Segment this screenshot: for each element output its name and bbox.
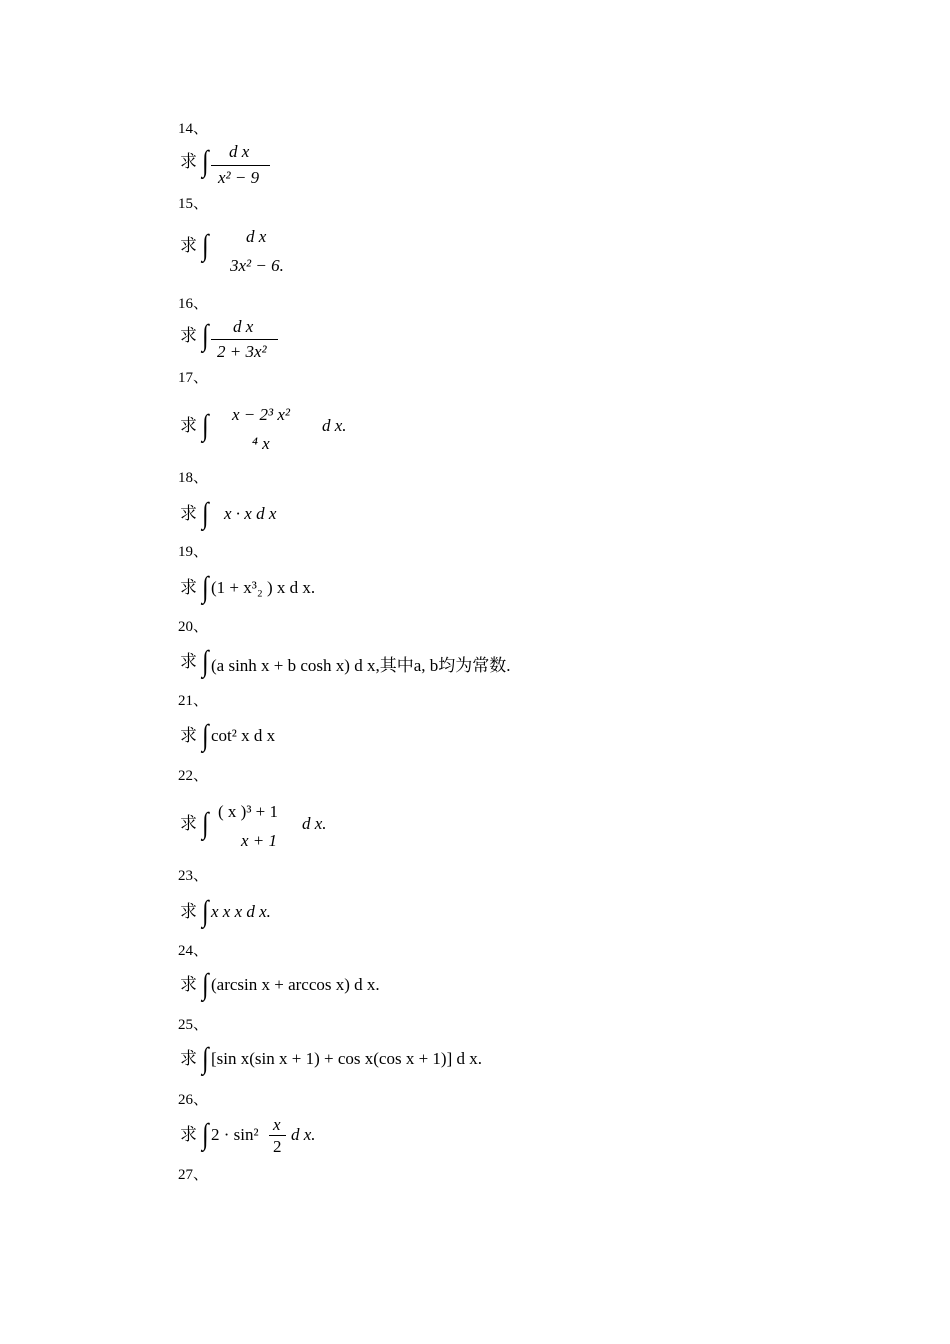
expression: x · x d x xyxy=(224,504,277,523)
expression: cot² x d x xyxy=(211,726,276,745)
integral-sign-icon: ∫ xyxy=(202,719,209,752)
problem-number: 23、 xyxy=(178,868,209,884)
fraction-bar xyxy=(211,165,270,166)
problem-14 xyxy=(180,145,210,178)
expression: x x x d x. xyxy=(211,902,271,921)
problem-prefix: 求 xyxy=(180,236,197,256)
tail: d x. xyxy=(322,416,347,435)
integral-sign-icon: ∫ xyxy=(202,895,209,928)
integral-sign-icon: ∫ xyxy=(202,409,209,442)
integral-sign-icon: ∫ xyxy=(202,571,209,604)
integral-sign-icon: ∫ xyxy=(202,319,209,352)
problem-prefix: 求 xyxy=(180,814,197,834)
problem-number: 21、 xyxy=(178,693,209,709)
numerator: ( x )³ + 1 xyxy=(218,802,279,821)
problem-number: 26、 xyxy=(178,1092,209,1108)
problem-prefix: 求 xyxy=(180,326,197,346)
problem-number: 18、 xyxy=(178,470,209,486)
problem-prefix: 求 xyxy=(180,975,197,995)
problem-prefix: 求 xyxy=(180,1049,197,1069)
denominator: 3x² − 6. xyxy=(230,256,284,275)
denominator: x² − 9 xyxy=(218,168,260,187)
integral-sign-icon: ∫ xyxy=(202,645,209,678)
numerator: d x xyxy=(229,142,250,161)
problem-25 xyxy=(180,1042,210,1075)
problem-number: 24、 xyxy=(178,943,209,959)
integral-sign-icon: ∫ xyxy=(202,1042,209,1075)
problem-number: 15、 xyxy=(178,196,209,212)
numerator: x − 2³ x² xyxy=(232,405,291,424)
expression: (arcsin x + arccos x) d x. xyxy=(211,975,380,994)
problem-number: 19、 xyxy=(178,544,209,560)
problem-number: 20、 xyxy=(178,619,209,635)
integral-sign-icon: ∫ xyxy=(202,968,209,1001)
fraction-bar xyxy=(211,339,278,340)
expression: (1 + x³₂ ) x d x. xyxy=(211,578,316,597)
problem-number: 14、 xyxy=(178,121,209,137)
problem-prefix: 求 xyxy=(180,578,197,598)
numerator: d x xyxy=(246,227,267,246)
problem-number: 25、 xyxy=(178,1017,209,1033)
problem-prefix: 求 xyxy=(180,504,197,524)
expression: [sin x(sin x + 1) + cos x(cos x + 1)] d x. xyxy=(211,1049,482,1068)
problem-prefix: 求 xyxy=(180,652,197,672)
problem-18 xyxy=(180,497,210,530)
problem-20 xyxy=(180,645,210,678)
problem-22 xyxy=(180,807,210,840)
problem-15 xyxy=(180,229,210,262)
problem-prefix: 求 xyxy=(180,726,197,746)
expression-start: 2 · sin² xyxy=(211,1125,259,1144)
problem-number: 17、 xyxy=(178,370,209,386)
numerator: d x xyxy=(233,317,254,336)
problem-number: 16、 xyxy=(178,296,209,312)
fraction-numerator: x xyxy=(273,1115,281,1134)
problem-17 xyxy=(180,409,210,442)
tail: d x. xyxy=(302,814,327,833)
integral-sign-icon: ∫ xyxy=(202,807,209,840)
denominator: 2 + 3x² xyxy=(217,342,267,361)
integral-sign-icon: ∫ xyxy=(202,1118,209,1151)
problem-prefix: 求 xyxy=(180,902,197,922)
problem-prefix: 求 xyxy=(180,1125,197,1145)
problem-23 xyxy=(180,895,210,928)
problem-number: 27、 xyxy=(178,1167,209,1183)
expression: (a sinh x + b cosh x) d x,其中a, b均为常数. xyxy=(211,656,511,675)
problem-19 xyxy=(180,571,210,604)
problem-21 xyxy=(180,719,210,752)
denominator: x + 1 xyxy=(241,831,278,850)
problem-number: 22、 xyxy=(178,768,209,784)
problem-prefix: 求 xyxy=(180,152,197,172)
problem-24 xyxy=(180,968,210,1001)
integral-sign-icon: ∫ xyxy=(202,229,209,262)
denominator: ⁴ x xyxy=(252,434,270,453)
problem-prefix: 求 xyxy=(180,416,197,436)
problem-26 xyxy=(180,1118,210,1151)
fraction-bar xyxy=(269,1135,286,1136)
problem-16 xyxy=(180,319,210,352)
expression-end: d x. xyxy=(291,1125,316,1144)
integral-sign-icon: ∫ xyxy=(202,497,209,530)
integral-sign-icon: ∫ xyxy=(202,145,209,178)
fraction-denominator: 2 xyxy=(273,1137,282,1156)
